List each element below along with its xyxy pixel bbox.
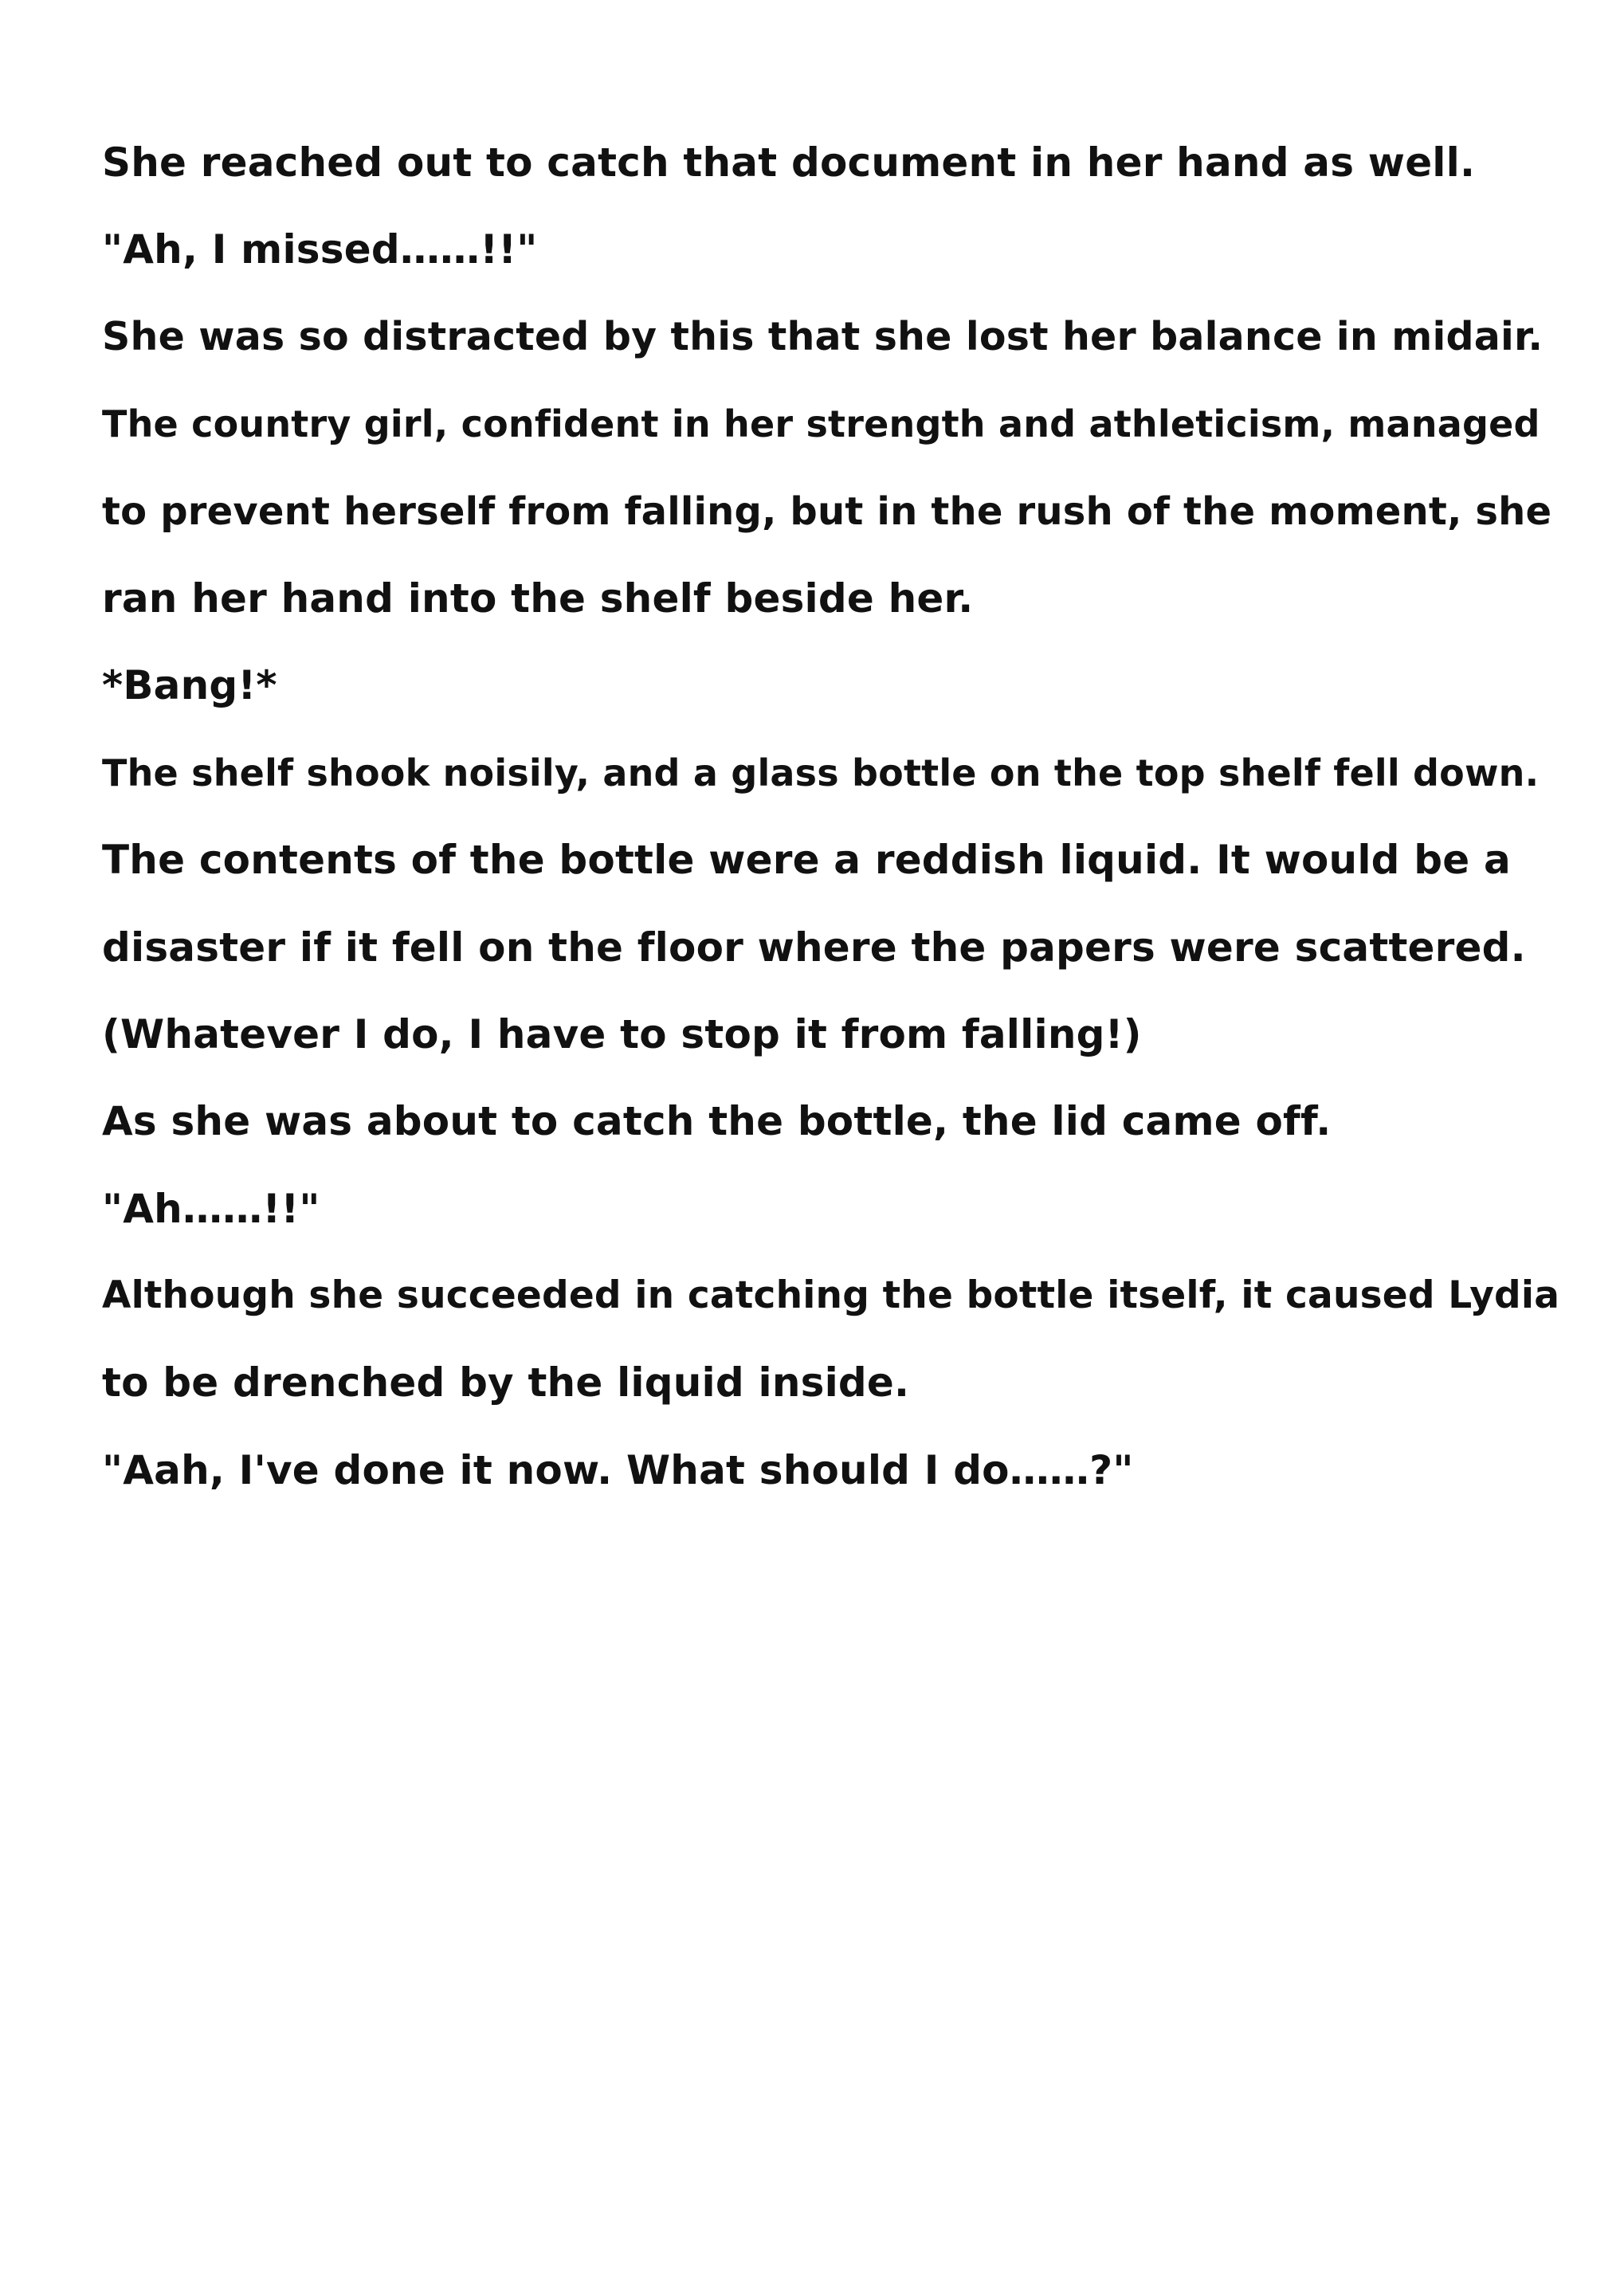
text-line: to be drenched by the liquid inside. [102,1359,910,1406]
text-line: She reached out to catch that document in her hand as well. [102,139,1476,186]
text-line: Although she succeeded in catching the bottle itself, it caused Lydia [102,1273,1560,1318]
text-line: The contents of the bottle were a reddish liquid. It would be a [102,837,1511,884]
text-line: *Bang!* [102,662,277,709]
text-line: disaster if it fell on the floor where the papers were scattered. [102,924,1526,971]
text-line: "Aah, I've done it now. What should I do……?" [102,1446,1134,1493]
text-line: "Ah……!!" [102,1185,320,1232]
text-line: The country girl, confident in her strength and athleticism, managed [102,402,1540,446]
text-line: to prevent herself from falling, but in the rush of the moment, she [102,488,1552,534]
text-line: (Whatever I do, I have to stop it from falling!) [102,1010,1142,1057]
text-line: As she was about to catch the bottle, the lid came off. [102,1098,1332,1145]
text-line: The shelf shook noisily, and a glass bottle on the top shelf fell down. [102,751,1540,794]
text-line: "Ah, I missed……!!" [102,226,538,273]
body-text [102,132,1560,1527]
text-line: She was so distracted by this that she lost her balance in midair. [102,313,1544,359]
text-line: ran her hand into the shelf beside her. [102,575,974,622]
